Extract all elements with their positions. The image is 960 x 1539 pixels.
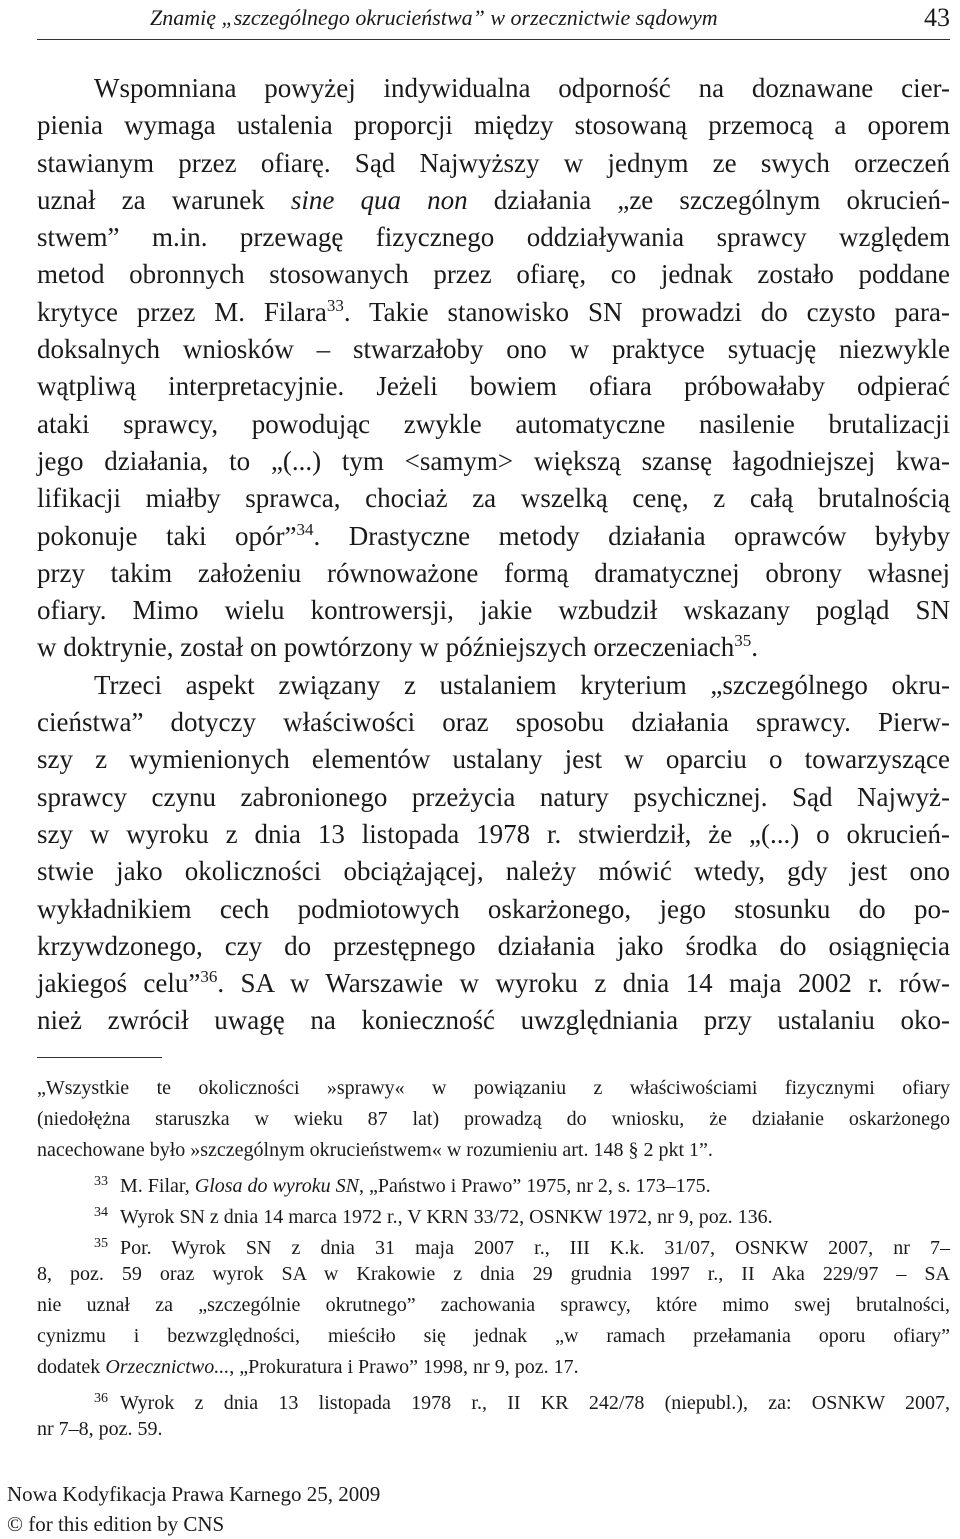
journal-citation: Nowa Kodyfikacja Prawa Karnego 25, 2009 <box>7 1482 381 1506</box>
footnote-ref: 33 <box>326 295 344 315</box>
body-line: jego działania, to „(...) tym <samym> większą szansę łagodniejszej kwa- <box>37 445 950 476</box>
body-line: stawianym przez ofiarę. Sąd Najwyższy w jednym ze swych orzeczeń <box>37 147 950 178</box>
body-line: krzywdzonego, czy do przestępnego działania jako środka do osiągnięcia <box>37 930 950 961</box>
body-line: metod obronnych stosowanych przez ofiarę, co jednak zostało poddane <box>37 259 950 290</box>
body-line: wątpliwą interpretacyjnie. Jeżeli bowiem ofiara próbowałaby odpierać <box>37 371 950 402</box>
footnote-36: $^{36}$ Wyrok z dnia 13 listopada 1978 r., II KR 242/78 (niepubl.), za: OSNKW 2007, <box>94 1391 950 1414</box>
footnote-line: 8, poz. 59 oraz wyrok SA w Krakowie z dnia 29 grudnia 1997 r., II Aka 229/97 – SA <box>37 1263 950 1285</box>
footnote-line: nie uznał za „szczególnie okrutnego” zachowania sprawcy, które mimo swej brutalności, <box>37 1294 950 1316</box>
footnote-rule <box>37 1057 162 1058</box>
footnote-line: dodatek Orzecznictwo..., „Prokuratura i Prawo” 1998, nr 9, poz. 17. <box>37 1356 579 1378</box>
footnote-line: nacechowane było »szczególnym okrucieństwem« w rozumieniu art. 148 § 2 pkt 1”. <box>37 1139 713 1161</box>
footnote-ref: 34 <box>296 519 314 539</box>
body-line: w doktrynie, został on powtórzony w późniejszych orzeczeniach$^{35}$. <box>37 631 759 663</box>
latin-phrase: sine qua non <box>290 184 468 215</box>
body-text <box>37 70 950 1040</box>
body-line: doksalnych wniosków – stwarzałoby ono w praktyce sytuację niezwykle <box>37 334 950 365</box>
body-line: przy takim założeniu równoważone formą dramatycznej obrony własnej <box>37 557 950 588</box>
page-footer <box>7 1479 380 1539</box>
footnote-33: $^{33}$ M. Filar, Glosa do wyroku SN, „Państwo i Prawo” 1975, nr 2, s. 173–175. <box>94 1174 711 1197</box>
body-line: pienia wymaga ustalenia proporcji między stosowaną przemocą a oporem <box>37 110 950 141</box>
footnote-line: cynizmu i bezwzględności, mieściło się jednak „w ramach przełamania oporu ofiary” <box>37 1325 950 1347</box>
body-line: ofiary. Mimo wielu kontrowersji, jakie wzbudził wskazany pogląd SN <box>37 595 950 626</box>
footnote-ref: 35 <box>734 631 752 651</box>
footnote-number: 36 <box>94 1391 108 1406</box>
body-line: cieństwa” dotyczy właściwości oraz sposobu działania sprawcy. Pierw- <box>37 707 950 738</box>
body-line: stwem” m.in. przewagę fizycznego oddziaływania sprawcy względem <box>37 222 950 253</box>
footnote-number: 35 <box>94 1236 108 1251</box>
body-line: pokonuje taki opór”$^{34}$. Drastyczne metody działania oprawców byłyby <box>37 519 950 551</box>
body-line: wykładnikiem cech podmiotowych oskarżonego, jego stosunku do po- <box>37 893 950 924</box>
body-line: ataki sprawcy, powodując zwykle automatyczne nasilenie brutalizacji <box>37 408 950 439</box>
header-rule <box>37 39 950 40</box>
footnote-line: „Wszystkie te okoliczności »sprawy« w powiązaniu z właściwościami fizycznymi ofiary <box>37 1077 950 1099</box>
body-line: Trzeci aspekt związany z ustalaniem kryterium „szczególnego okru- <box>94 669 950 700</box>
running-title: Znamię „szczególnego okrucieństwa” w orzecznictwie sądowym <box>150 5 718 30</box>
body-line: stwie jako okoliczności obciążającej, należy mówić wtedy, gdy jest ono <box>37 856 950 887</box>
footnote-ref: 36 <box>200 967 218 987</box>
footnote-line: (niedołężna staruszka w wieku 87 lat) prowadzą do wniosku, że działanie oskarżonego <box>37 1108 950 1130</box>
footnote-number: 34 <box>94 1205 108 1220</box>
body-line: lifikacji miałby sprawca, chociaż za wszelką cenę, z całą brutalnością <box>37 483 950 514</box>
footnote-34: $^{34}$ Wyrok SN z dnia 14 marca 1972 r., V KRN 33/72, OSNKW 1972, nr 9, poz. 136. <box>94 1205 773 1228</box>
body-line: szy z wymienionych elementów ustalany jest w oparciu o towarzyszące <box>37 744 950 775</box>
body-line: krytyce przez M. Filara$^{33}$. Takie stanowisko SN prowadzi do czysto para- <box>37 295 950 327</box>
body-line: szy w wyroku z dnia 13 listopada 1978 r. stwierdził, że „(...) o okrucień- <box>37 818 950 849</box>
body-line: sprawcy czynu zabronionego przeżycia natury psychicznej. Sąd Najwyż- <box>37 781 950 812</box>
body-line: jakiegoś celu”$^{36}$. SA w Warszawie w wyroku z dnia 14 maja 2002 r. rów- <box>37 967 950 999</box>
footnotes <box>37 1073 950 1445</box>
copyright-notice: © for this edition by CNS <box>7 1512 225 1536</box>
page-number: 43 <box>924 3 950 32</box>
body-line: nież zwrócił uwagę na konieczność uwzględniania przy ustalaniu oko- <box>37 1005 950 1036</box>
running-header <box>150 0 950 36</box>
footnote-35: $^{35}$ Por. Wyrok SN z dnia 31 maja 2007 r., III K.k. 31/07, OSNKW 2007, nr 7– <box>94 1236 950 1259</box>
body-line: Wspomniana powyżej indywidualna odporność na doznawane cier- <box>94 73 950 103</box>
footnote-line: nr 7–8, poz. 59. <box>37 1418 163 1440</box>
body-line: uznał za warunek sine qua non działania „ze szczególnym okrucień- <box>37 184 950 215</box>
footnote-number: 33 <box>94 1174 108 1189</box>
